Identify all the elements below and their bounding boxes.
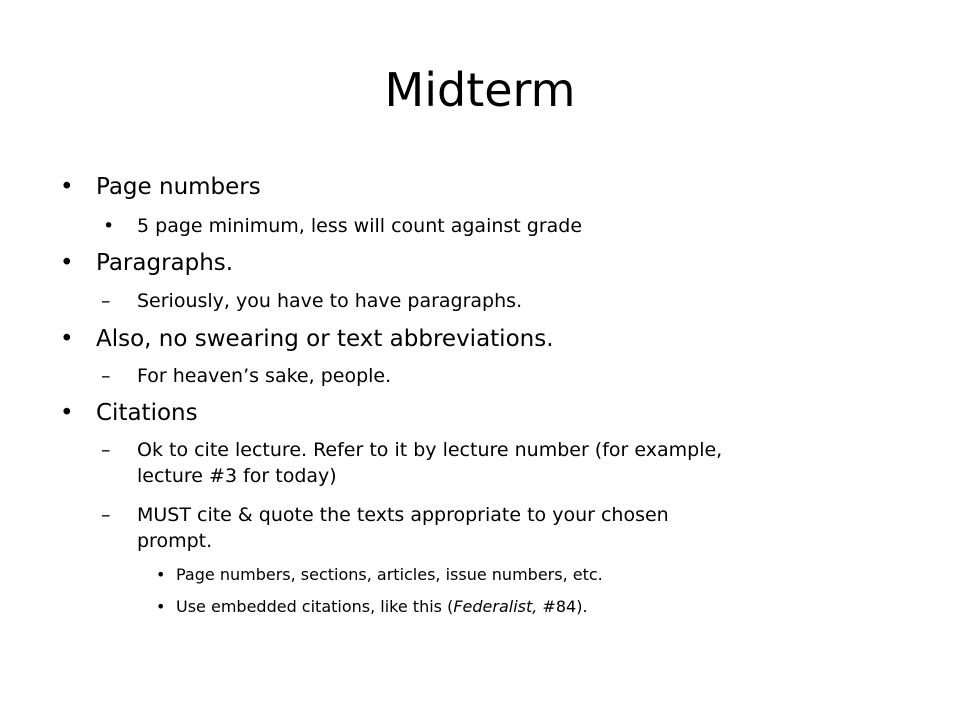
detail-embedded-text: Use embedded citations, like this (: [176, 597, 454, 616]
detail-embedded-citations: [176, 596, 588, 618]
detail-page-numbers: Page numbers, sections, articles, issue numbers, etc.: [176, 565, 603, 584]
sub-bullet-must-cite-cont: prompt.: [137, 530, 213, 552]
slide-title: Midterm: [384, 63, 576, 117]
bullet-marker: •: [60, 250, 74, 276]
sub-bullet-cite-lecture: Ok to cite lecture. Refer to it by lecture number (for example,: [137, 439, 723, 461]
sub-bullet-heavens-sake: For heaven’s sake, people.: [137, 365, 392, 387]
sub-bullet-minimum: 5 page minimum, less will count against grade: [137, 215, 583, 237]
dash-marker: –: [101, 504, 111, 526]
bullet-marker: •: [60, 326, 74, 352]
dash-marker: –: [101, 365, 111, 387]
bullet-marker: •: [156, 565, 166, 584]
dash-marker: –: [101, 290, 111, 312]
bullet-no-swearing: Also, no swearing or text abbreviations.: [96, 326, 554, 352]
bullet-marker: •: [60, 400, 74, 426]
sub-bullet-paragraphs: Seriously, you have to have paragraphs.: [137, 290, 523, 312]
bullet-marker: •: [156, 597, 166, 616]
bullet-citations: Citations: [96, 400, 198, 426]
federalist-italic: Federalist,: [453, 597, 538, 616]
bullet-paragraphs: Paragraphs.: [96, 250, 234, 276]
sub-bullet-must-cite: MUST cite & quote the texts appropriate to your chosen: [137, 504, 669, 526]
bullet-page-numbers: Page numbers: [96, 174, 261, 200]
dash-marker: –: [101, 439, 111, 461]
detail-embedded-end: #84).: [537, 597, 588, 616]
bullet-marker: •: [103, 215, 115, 237]
bullet-marker: •: [60, 174, 74, 200]
sub-bullet-cite-lecture-cont: lecture #3 for today): [137, 465, 337, 487]
